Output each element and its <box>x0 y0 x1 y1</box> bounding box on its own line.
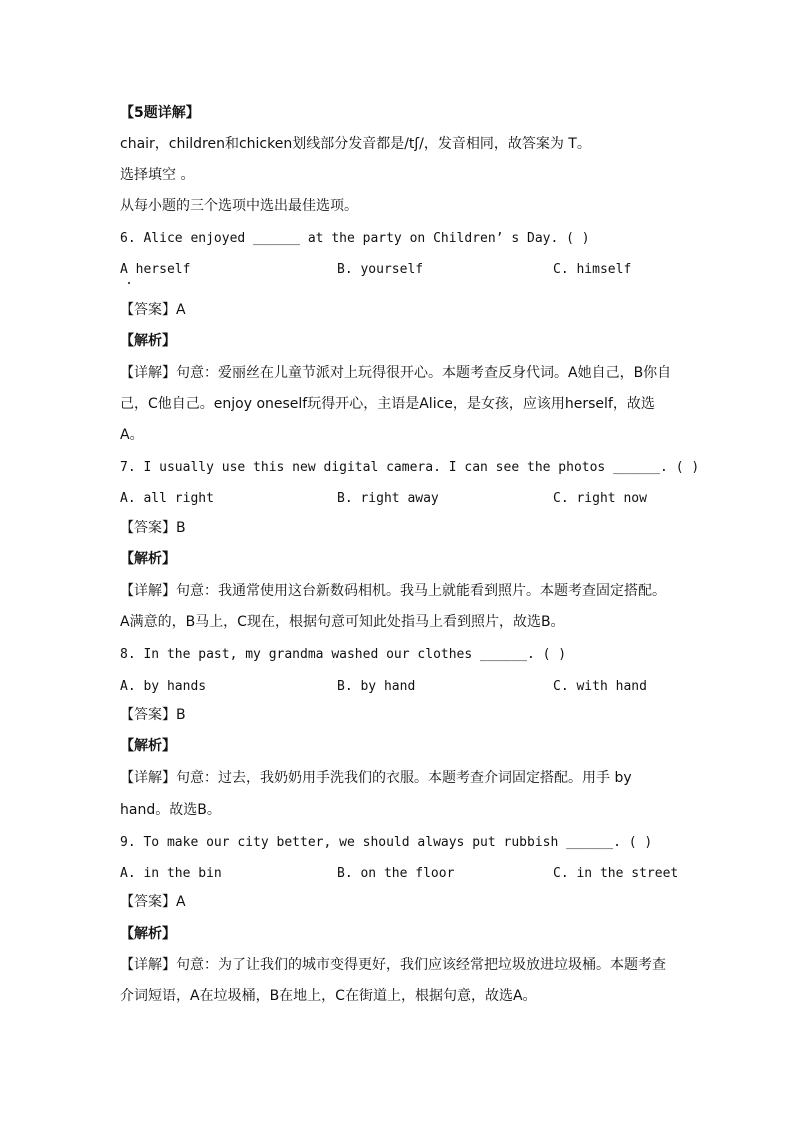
q6-detail-line: A。 <box>120 427 144 443</box>
q8-detail-line: hand。故选B。 <box>120 802 221 818</box>
q9-option-b: B. on the floor <box>337 866 455 881</box>
q6-detail-line: 【详解】句意：爱丽丝在儿童节派对上玩得很开心。本题考查反身代词。A她自己，B你自 <box>120 365 672 381</box>
q8-option-b: B. by hand <box>337 679 416 694</box>
q6-answer: 【答案】A <box>120 302 186 318</box>
q8-answer: 【答案】B <box>120 707 186 723</box>
q9-option-a: A. in the bin <box>120 866 222 881</box>
section-title: 选择填空 。 <box>120 167 195 183</box>
q6-detail-line: 己，C他自己。enjoy oneself玩得开心，主语是Alice，是女孩，应该用herself，故选 <box>120 396 655 412</box>
q7-detail-line: 【详解】句意：我通常使用这台新数码相机。我马上就能看到照片。本题考查固定搭配。 <box>120 583 666 599</box>
q9-analysis-label: 【解析】 <box>120 926 176 942</box>
q5-detail-header: 【5题详解】 <box>120 105 200 121</box>
q9-stem: 9. To make our city better, we should always put rubbish ______. ( ) <box>120 835 653 850</box>
q7-option-c: C. right now <box>553 491 647 506</box>
section-instruction: 从每小题的三个选项中选出最佳选项。 <box>120 198 358 214</box>
q7-stem: 7. I usually use this new digital camera. I can see the photos ______. ( ) <box>120 460 700 475</box>
q9-answer: 【答案】A <box>120 894 186 910</box>
q6-option-c: C. himself <box>553 262 632 277</box>
q8-option-c: C. with hand <box>553 679 647 694</box>
q9-option-c: C. in the street <box>553 866 679 881</box>
q8-option-a: A. by hands <box>120 679 207 694</box>
q8-detail-line: 【详解】句意：过去，我奶奶用手洗我们的衣服。本题考查介词固定搭配。用手 by <box>120 770 632 786</box>
q7-option-a: A. all right <box>120 491 214 506</box>
q8-analysis-label: 【解析】 <box>120 738 176 754</box>
q5-detail-text: chair，children和chicken划线部分发音都是/tʃ/，发音相同，故答案为 T。 <box>120 136 591 152</box>
q6-option-a: A herself <box>120 262 191 277</box>
q7-option-b: B. right away <box>337 491 439 506</box>
q8-stem: 8. In the past, my grandma washed our clothes ______. ( ) <box>120 647 567 662</box>
stray-dot <box>128 282 130 284</box>
q6-option-b: B. yourself <box>337 262 424 277</box>
q6-analysis-label: 【解析】 <box>120 333 176 349</box>
q9-detail-line: 介词短语，A在垃圾桶，B在地上，C在街道上，根据句意，故选A。 <box>120 988 537 1004</box>
q7-answer: 【答案】B <box>120 520 186 536</box>
q9-detail-line: 【详解】句意：为了让我们的城市变得更好，我们应该经常把垃圾放进垃圾桶。本题考查 <box>120 957 666 973</box>
q7-detail-line: A满意的，B马上，C现在，根据句意可知此处指马上看到照片，故选B。 <box>120 614 565 630</box>
q7-analysis-label: 【解析】 <box>120 551 176 567</box>
q6-stem: 6. Alice enjoyed ______ at the party on Children’ s Day. ( ) <box>120 231 590 246</box>
